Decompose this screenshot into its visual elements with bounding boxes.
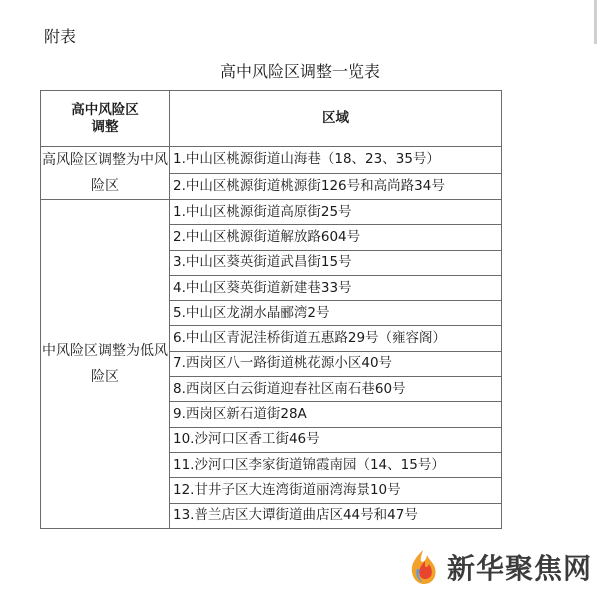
table-header-row: [41, 91, 502, 147]
header-category: 高中风险区调整: [41, 91, 170, 147]
watermark: [403, 547, 592, 587]
region-item: 1.中山区桃源街道高原街25号: [170, 200, 502, 225]
xinhua-flame-logo-icon: [403, 547, 443, 587]
table-title: 高中风险区调整一览表: [219, 62, 380, 81]
category-cell: 中风险区调整为低风险区: [41, 200, 170, 529]
watermark-text: 新华聚焦网: [446, 552, 592, 585]
region-item: 6.中山区青泥洼桥街道五惠路29号（雍容阁）: [170, 326, 502, 351]
region-item: 10.沙河口区香工街46号: [170, 427, 502, 452]
region-item: 2.中山区桃源街道桃源街126号和高尚路34号: [170, 173, 502, 200]
region-item: 13.普兰店区大谭街道曲店区44号和47号: [170, 503, 502, 528]
region-item: 8.西岗区白云街道迎春社区南石巷60号: [170, 377, 502, 402]
appendix-label: 附表: [44, 27, 77, 46]
region-item: 9.西岗区新石道街28A: [170, 402, 502, 427]
region-item: 11.沙河口区李家街道锦霞南园（14、15号）: [170, 452, 502, 477]
region-item: 5.中山区龙湖水晶郦湾2号: [170, 301, 502, 326]
scroll-indicator: [594, 0, 597, 44]
region-item: 4.中山区葵英街道新建巷33号: [170, 275, 502, 300]
table-row: [41, 200, 502, 225]
risk-zone-table: [40, 90, 502, 529]
region-item: 12.甘井子区大连湾街道丽湾海景10号: [170, 478, 502, 503]
region-item: 2.中山区桃源街道解放路604号: [170, 225, 502, 250]
region-item: 7.西岗区八一路街道桃花源小区40号: [170, 351, 502, 376]
region-item: 1.中山区桃源街道山海巷（18、23、35号）: [170, 147, 502, 174]
category-cell: 高风险区调整为中风险区: [41, 147, 170, 200]
header-region: 区域: [170, 91, 502, 147]
table-row: [41, 147, 502, 174]
region-item: 3.中山区葵英街道武昌街15号: [170, 250, 502, 275]
